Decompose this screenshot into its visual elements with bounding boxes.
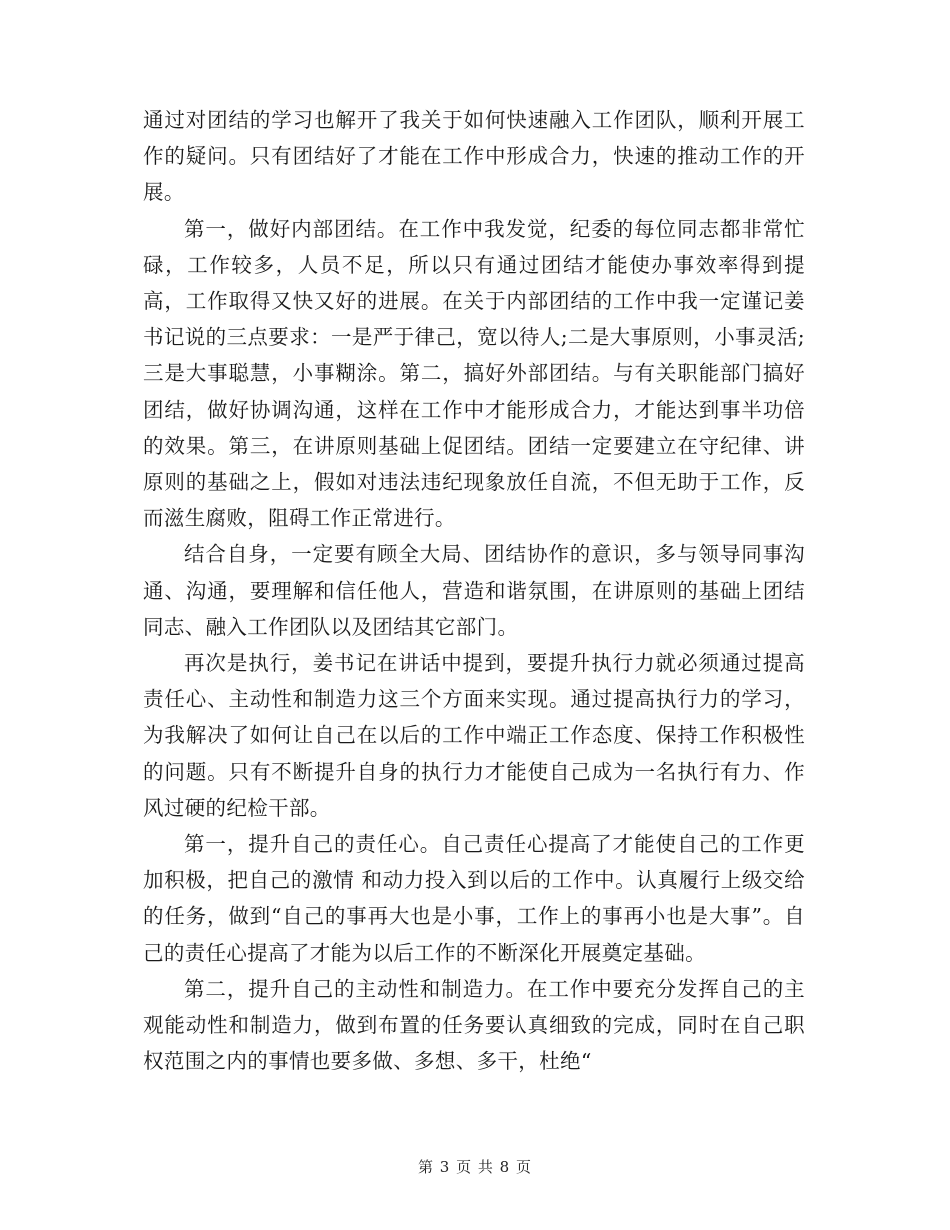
paragraph-1: 通过对团结的学习也解开了我关于如何快速融入工作团队，顺利开展工作的疑问。只有团结好了才能在工作中形成合力，快速的推动工作的开展。: [143, 108, 805, 205]
paragraph-5: 第一，提升自己的责任心。自己责任心提高了才能使自己的工作更加积极，把自己的激情 和动力投入到以后的工作中。认真履行上级交给的任务，做到“自己的事再大也是小事，工作上的事再小也是大事”。自己的责任心提高了才能为以后工作的不断深化开展奠定基础。: [143, 832, 805, 965]
document-body: [143, 102, 805, 1079]
paragraph-6: 第二，提升自己的主动性和制造力。在工作中要充分发挥自己的主观能动性和制造力，做到布置的任务要认真细致的完成，同时在自己职权范围之内的事情也要多做、多想、多干，杜绝“: [143, 976, 805, 1074]
page-number-footer: 第 3 页 共 8 页: [418, 1158, 532, 1176]
paragraph-4: 再次是执行，姜书记在讲话中提到，要提升执行力就必须通过提高责任心、主动性和制造力这三个方面来实现。通过提高执行力的学习，为我解决了如何让自己在以后的工作中端正工作态度、保持工作积极性的问题。只有不断提升自身的执行力才能使自己成为一名执行有力、作风过硬的纪检干部。: [143, 651, 805, 820]
paragraph-2: 第一，做好内部团结。在工作中我发觉，纪委的每位同志都非常忙碌，工作较多，人员不足，所以只有通过团结才能使办事效率得到提高，工作取得又快又好的进展。在关于内部团结的工作中我一定谨记姜书记说的三点要求：一是严于律己，宽以待人;二是大事原则，小事灵活;三是大事聪慧，小事糊涂。第二，搞好外部团结。与有关职能部门搞好团结，做好协调沟通，这样在工作中才能形成合力，才能达到事半功倍的效果。第三，在讲原则基础上促团结。团结一定要建立在守纪律、讲原则的基础之上，假如对违法违纪现象放任自流，不但无助于工作，反而滋生腐败，阻碍工作正常进行。: [143, 216, 805, 531]
paragraph-3: 结合自身，一定要有顾全大局、团结协作的意识，多与领导同事沟通、沟通，要理解和信任他人，营造和谐氛围，在讲原则的基础上团结同志、融入工作团队以及团结其它部门。: [143, 542, 805, 639]
